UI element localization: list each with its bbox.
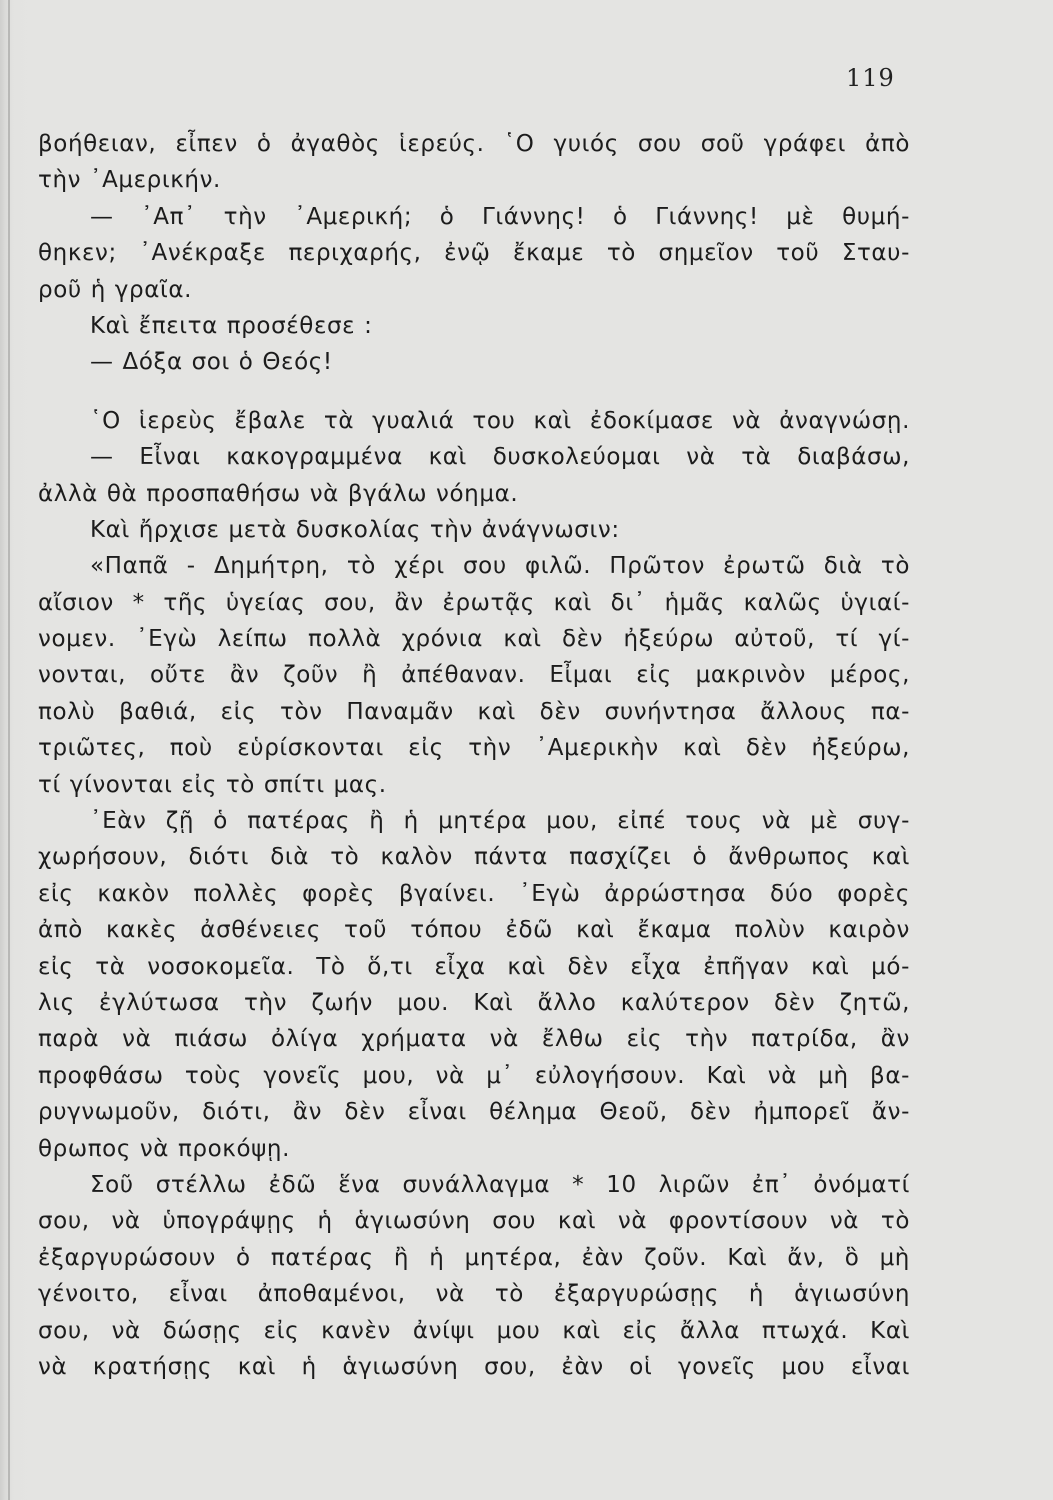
text-line: εἰς τὰ νοσοκομεῖα. Τὸ ὅ,τι εἶχα καὶ δὲν εἶχα ἐπῆγαν καὶ μό- (38, 953, 910, 980)
text-line: ῾Ο ἱερεὺς ἔβαλε τὰ γυαλιά του καὶ ἐδοκίμασε νὰ ἀναγνώσῃ. (90, 407, 910, 434)
text-line: παρὰ νὰ πιάσω ὀλίγα χρήματα νὰ ἔλθω εἰς τὴν πατρίδα, ἂν (38, 1026, 910, 1053)
text-line: τὴν ᾿Αμερικήν. (38, 167, 221, 194)
page-gutter-edge (8, 0, 10, 1500)
paragraph-gap (38, 381, 910, 403)
text-line: «Παπᾶ - Δημήτρη, τὸ χέρι σου φιλῶ. Πρῶτον ἐρωτῶ διὰ τὸ (90, 553, 910, 580)
text-line: νομεν. ᾿Εγὼ λείπω πολλὰ χρόνια καὶ δὲν ἠξεύρω αὐτοῦ, τί γί- (38, 626, 910, 653)
text-line: Καὶ ἤρχισε μετὰ δυσκολίας τὴν ἀνάγνωσιν: (90, 516, 620, 543)
text-line: ἀπὸ κακὲς ἀσθένειες τοῦ τόπου ἐδῶ καὶ ἔκαμα πολὺν καιρὸν (38, 917, 910, 944)
text-line: Καὶ ἔπειτα προσέθεσε : (90, 312, 373, 339)
text-line: θηκεν; ᾿Ανέκραξε περιχαρής, ἐνῷ ἔκαμε τὸ σημεῖον τοῦ Σταυ- (38, 240, 910, 267)
text-line: σου, νὰ δώσῃς εἰς κανὲν ἀνίψι μου καὶ εἰς ἄλλα πτωχά. Καὶ (38, 1317, 910, 1344)
text-line: χωρήσουν, διότι διὰ τὸ καλὸν πάντα πασχίζει ὁ ἄνθρωπος καὶ (38, 844, 910, 871)
text-line: ἀλλὰ θὰ προσπαθήσω νὰ βγάλω νόημα. (38, 480, 519, 507)
text-line: τριῶτες, ποὺ εὑρίσκονται εἰς τὴν ᾿Αμερικὴν καὶ δὲν ἠξεύρω, (38, 735, 910, 762)
text-line: σου, νὰ ὑπογράψῃς ἡ ἁγιωσύνη σου καὶ νὰ φροντίσουν νὰ τὸ (38, 1208, 910, 1235)
text-line: ροῦ ἡ γραῖα. (38, 276, 193, 303)
text-line: προφθάσω τοὺς γονεῖς μου, νὰ μ᾿ εὐλογήσουν. Καὶ νὰ μὴ βα- (38, 1062, 910, 1089)
text-line: — Εἶναι κακογραμμένα καὶ δυσκολεύομαι νὰ τὰ διαβάσω, (90, 444, 910, 471)
page-number: 119 (846, 64, 895, 92)
text-line: — Δόξα σοι ὁ Θεός! (90, 349, 333, 376)
text-line: νὰ κρατήσῃς καὶ ἡ ἁγιωσύνη σου, ἐὰν οἱ γονεῖς μου εἶναι (38, 1353, 910, 1380)
text-line: — ᾿Απ᾿ τὴν ᾿Αμερική; ὁ Γιάννης! ὁ Γιάννης! μὲ θυμή- (90, 203, 910, 230)
text-line: γένοιτο, εἶναι ἀποθαμένοι, νὰ τὸ ἐξαργυρώσῃς ἡ ἁγιωσύνη (38, 1281, 910, 1308)
text-line: τί γίνονται εἰς τὸ σπίτι μας. (38, 771, 387, 798)
text-line: βοήθειαν, εἶπεν ὁ ἀγαθὸς ἱερεύς. ῾Ο γυιός σου σοῦ γράφει ἀπὸ (38, 131, 910, 157)
text-line: εἰς κακὸν πολλὲς φορὲς βγαίνει. ᾿Εγὼ ἀρρώστησα δύο φορὲς (38, 880, 910, 907)
body-text (38, 126, 910, 1385)
text-line: λις ἐγλύτωσα τὴν ζωήν μου. Καὶ ἄλλο καλύτερον δὲν ζητῶ, (38, 989, 910, 1016)
text-line: ᾿Εὰν ζῇ ὁ πατέρας ἢ ἡ μητέρα μου, εἰπέ τους νὰ μὲ συγ- (90, 808, 910, 835)
text-line: ἐξαργυρώσουν ὁ πατέρας ἢ ἡ μητέρα, ἐὰν ζοῦν. Καὶ ἄν, ὃ μὴ (38, 1244, 910, 1271)
text-line: ρυγνωμοῦν, διότι, ἂν δὲν εἶναι θέλημα Θεοῦ, δὲν ἠμπορεῖ ἄν- (38, 1099, 910, 1126)
text-line: πολὺ βαθιά, εἰς τὸν Παναμᾶν καὶ δὲν συνήντησα ἄλλους πα- (38, 698, 910, 725)
text-line: θρωπος νὰ προκόψῃ. (38, 1135, 290, 1162)
text-line: αἴσιον * τῆς ὑγείας σου, ἂν ἐρωτᾷς καὶ δι᾿ ἡμᾶς καλῶς ὑγιαί- (38, 589, 910, 616)
text-line: Σοῦ στέλλω ἐδῶ ἕνα συνάλλαγμα * 10 λιρῶν ἐπ᾿ ὀνόματί (90, 1171, 910, 1198)
text-line: νονται, οὔτε ἂν ζοῦν ἢ ἀπέθαναν. Εἶμαι εἰς μακρινὸν μέρος, (38, 662, 910, 689)
